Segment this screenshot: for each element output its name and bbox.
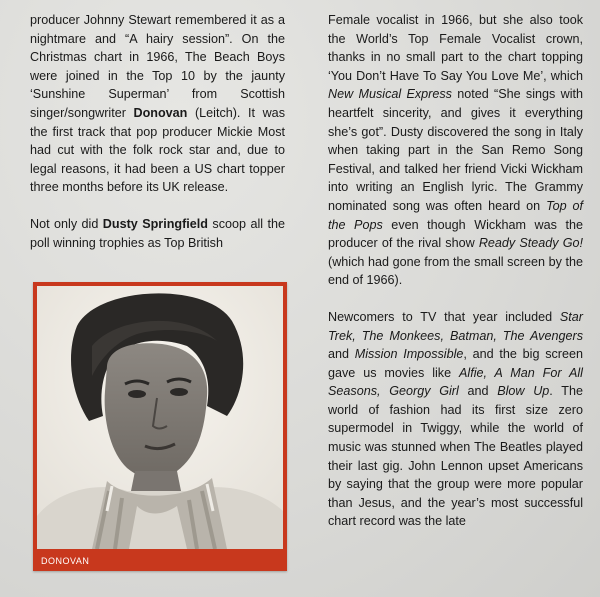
text-run: Newcomers to TV that year included <box>328 309 560 324</box>
portrait-photo <box>37 286 283 549</box>
text-run: noted “She sings with heartfelt sincerity, and gives it everything she’s got”. Dusty discovered the song in Italy when taking part in the San Remo Song Festival, and talked her friend Vicki Wickham into writing an English lyric. The Grammy nominated song was often heard on <box>328 87 583 213</box>
photo-frame <box>33 282 287 571</box>
italic-title: Alfie, A Man For All Seasons, Georgy Girl <box>328 365 583 399</box>
text-run: even though Wickham was the producer of the rival show <box>328 217 583 251</box>
text-run: (Leitch). It was the first track that pop producer Mickie Most had cut with the folk rock star and, due to legal reasons, it had been a US chart topper three months before its UK release. <box>30 105 285 195</box>
italic-title: Ready Steady Go! <box>478 236 583 251</box>
left-paragraph-1 <box>30 11 285 197</box>
right-column <box>328 11 583 531</box>
italic-title: Blow Up <box>497 384 550 399</box>
artist-name-donovan: Donovan <box>133 105 188 120</box>
text-run: scoop all the poll winning trophies as Top British <box>30 216 285 250</box>
photo-caption: DONOVAN <box>41 556 90 566</box>
right-paragraph-2 <box>328 308 583 531</box>
text-run: . The world of fashion had its first size zero supermodel in Twiggy, while the world of music was stunned when The Beatles played their last gig. John Lennon upset Americans by saying that the group were more popular than Jesus, and the year’s most successful chart record was the late <box>328 384 583 529</box>
right-paragraph-1 <box>328 11 583 290</box>
text-run: producer Johnny Stewart remembered it as a nightmare and “A hairy session”. On the Christmas chart in 1966, The Beach Boys were joined in the Top 10 by the jaunty ‘Sunshine Superman’ from Scottish singer/songwriter <box>30 13 285 120</box>
text-run: (which had gone from the small screen by the end of 1966). <box>328 254 583 288</box>
portrait-illustration <box>37 286 283 549</box>
left-paragraph-2 <box>30 215 285 252</box>
text-run: Not only did <box>30 216 103 231</box>
artist-name-dusty-springfield: Dusty Springfield <box>102 216 208 231</box>
italic-title: Top of the Pops <box>328 198 583 232</box>
text-run: and <box>458 384 498 399</box>
italic-title: New Musical Express <box>328 87 452 102</box>
italic-title: Star Trek, The Monkees, Batman, The Avengers <box>328 309 583 343</box>
text-run: and <box>328 347 355 362</box>
italic-title: Mission Impossible <box>354 347 464 362</box>
text-run: Female vocalist in 1966, but she also took the World’s Top Female Vocalist crown, thanks in no small part to the chart topping ‘You Don’t Have To Say You Love Me’, which <box>328 13 583 83</box>
text-run: , and the big screen gave us movies like <box>328 347 584 380</box>
left-column <box>30 11 285 252</box>
